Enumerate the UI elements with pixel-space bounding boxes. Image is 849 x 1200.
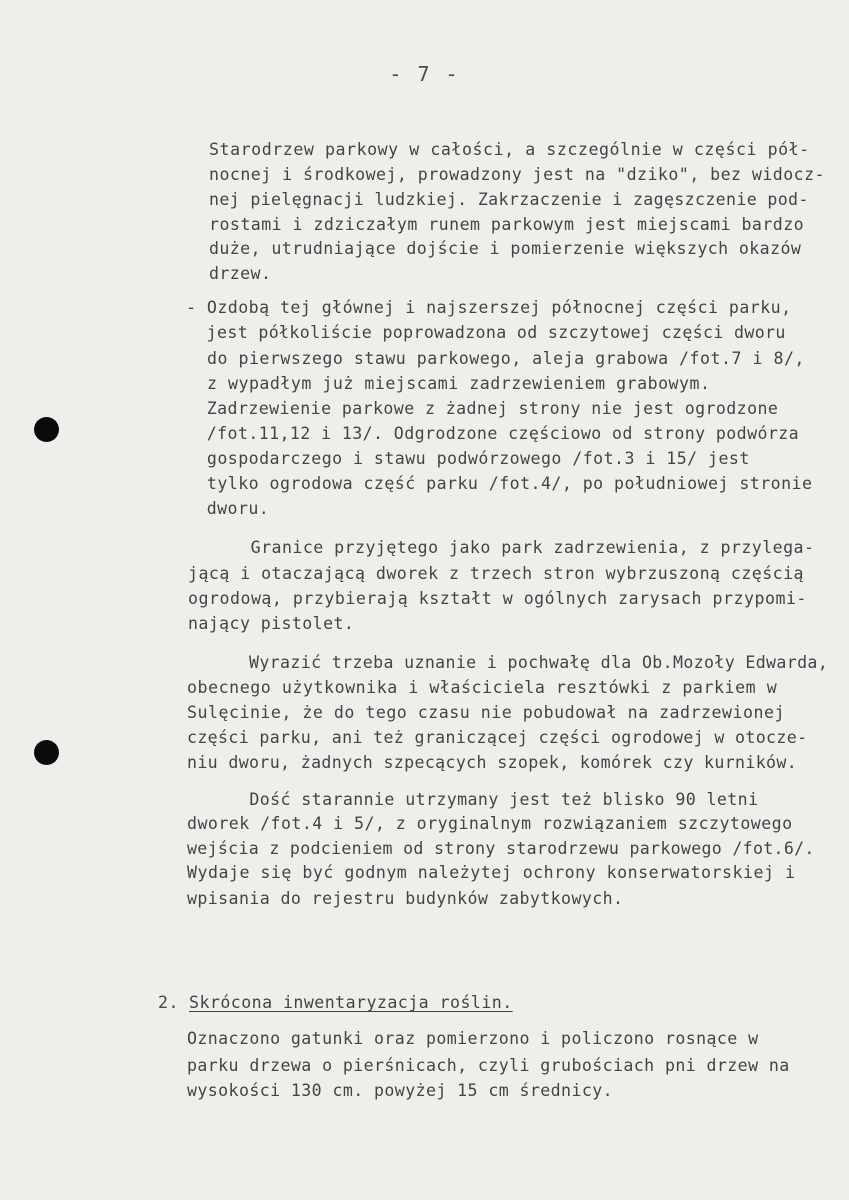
text-line: gospodarczego i stawu podwórzowego /fot.3 i 15/ jest bbox=[186, 449, 750, 468]
text-line: Zadrzewienie parkowe z żadnej strony nie jest ogrodzone bbox=[186, 399, 779, 418]
text-line: duże, utrudniające dojście i pomierzenie większych okazów bbox=[209, 239, 802, 258]
text-line: Dość starannie utrzymany jest też blisko 90 letni bbox=[187, 790, 759, 809]
text-line: z wypadłym już miejscami zadrzewieniem grabowym. bbox=[186, 374, 711, 393]
text-line: nocnej i środkowej, prowadzony jest na "dziko", bez widocz- bbox=[209, 165, 825, 184]
text-line: Sulęcinie, że do tego czasu nie pobudował na zadrzewionej bbox=[187, 703, 785, 722]
text-line: dworek /fot.4 i 5/, z oryginalnym rozwiązaniem szczytowego bbox=[187, 814, 793, 833]
text-line: wysokości 130 cm. powyżej 15 cm średnicy. bbox=[187, 1081, 614, 1100]
section-number: 2. bbox=[158, 993, 179, 1012]
text-line: dworu. bbox=[186, 499, 270, 518]
text-line: - Ozdobą tej głównej i najszerszej północnej części parku, bbox=[186, 298, 792, 317]
text-line: nający pistolet. bbox=[188, 614, 355, 633]
text-line: nej pielęgnacji ludzkiej. Zakrzaczenie i zagęszczenie pod- bbox=[209, 190, 809, 209]
text-line: jącą i otaczającą dworek z trzech stron wybrzuszoną częścią bbox=[188, 564, 804, 583]
text-line: /fot.11,12 i 13/. Odgrodzone częściowo od strony podwórza bbox=[186, 424, 800, 443]
text-line: niu dworu, żadnych szpecących szopek, komórek czy kurników. bbox=[187, 753, 798, 772]
binder-hole bbox=[34, 417, 59, 442]
section-heading: Skrócona inwentaryzacja roślin. bbox=[189, 993, 513, 1012]
text-line: Wyrazić trzeba uznanie i pochwałę dla Ob.Mozoły Edwarda, bbox=[187, 653, 829, 672]
page-number: - 7 - bbox=[389, 62, 460, 86]
text-line: do pierwszego stawu parkowego, aleja grabowa /fot.7 i 8/, bbox=[186, 349, 805, 368]
text-line: Oznaczono gatunki oraz pomierzono i policzono rosnące w bbox=[187, 1029, 759, 1048]
text-line: parku drzewa o pierśnicach, czyli grubościach pni drzew na bbox=[187, 1056, 790, 1075]
text-line: jest półkoliście poprowadzona od szczytowej części dworu bbox=[186, 323, 786, 342]
text-line: drzew. bbox=[209, 264, 272, 283]
text-line: części parku, ani też graniczącej części ogrodowej w otocze- bbox=[187, 728, 808, 747]
text-line: Granice przyjętego jako park zadrzewienia, z przylega- bbox=[188, 538, 815, 557]
binder-hole bbox=[34, 740, 59, 765]
text-line: wejścia z podcieniem od strony starodrzewu parkowego /fot.6/. bbox=[187, 839, 815, 858]
text-line: tylko ogrodowa część parku /fot.4/, po południowej stronie bbox=[186, 474, 813, 493]
text-line: Wydaje się być godnym należytej ochrony konserwatorskiej i bbox=[187, 863, 796, 882]
text-line: wpisania do rejestru budynków zabytkowych. bbox=[187, 889, 624, 908]
text-line: obecnego użytkownika i właściciela resztówki z parkiem w bbox=[187, 678, 778, 697]
text-line: rostami i zdziczałym runem parkowym jest miejscami bardzo bbox=[209, 215, 805, 234]
text-line: ogrodową, przybierają kształt w ogólnych zarysach przypomi- bbox=[188, 589, 807, 608]
text-line: Starodrzew parkowy w całości, a szczególnie w części pół- bbox=[209, 140, 810, 159]
